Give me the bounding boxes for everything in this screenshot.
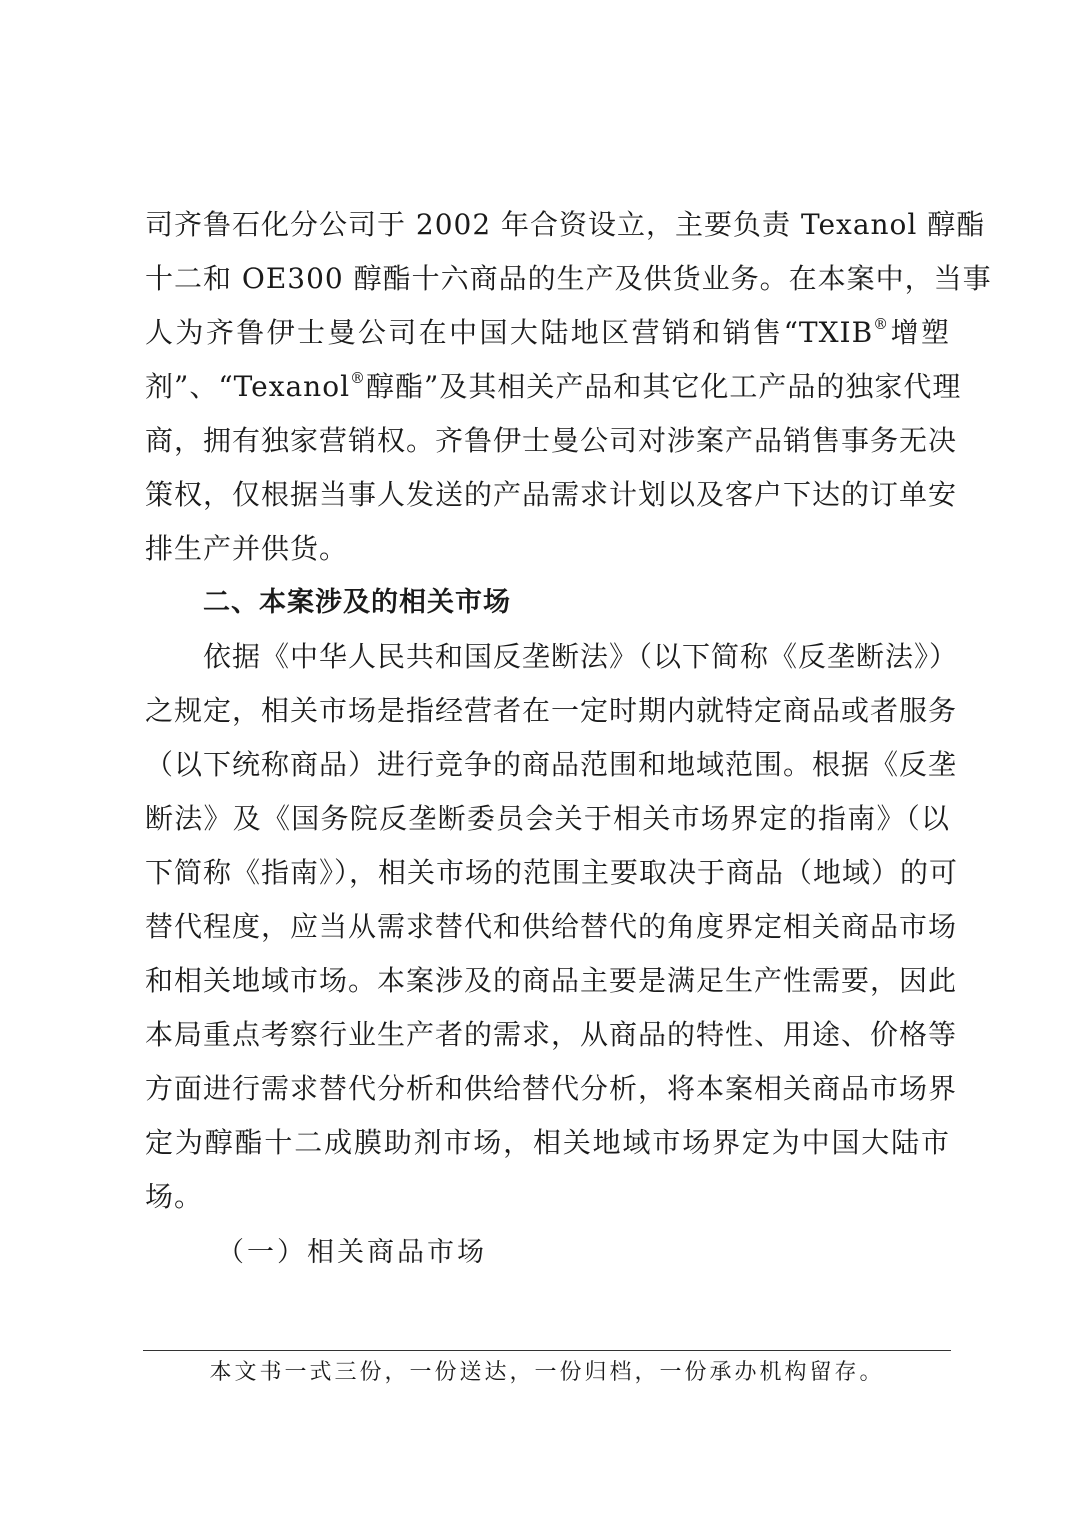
paragraph-line	[145, 360, 962, 414]
paragraph-line: 定为醇酯十二成膜助剂市场，相关地域市场界定为中国大陆市	[145, 1126, 950, 1159]
paragraph-line: 依据《中华人民共和国反垄断法》（以下简称《反垄断法》）	[203, 640, 959, 673]
paragraph-line: 下简称《指南》），相关市场的范围主要取决于商品（地域）的可	[145, 856, 959, 889]
text-segment: 人为齐鲁伊士曼公司在中国大陆地区营销和销售“TXIB	[145, 316, 874, 349]
paragraph-line: 排生产并供货。	[145, 532, 349, 565]
paragraph-line: 和相关地域市场。本案涉及的商品主要是满足生产性需要，因此	[145, 964, 958, 997]
footer-divider	[143, 1350, 951, 1351]
paragraph-line: 本局重点考察行业生产者的需求，从商品的特性、用途、价格等	[145, 1018, 958, 1051]
section-heading: 二、本案涉及的相关市场	[203, 587, 511, 618]
subsection-heading: （一）相关商品市场	[217, 1237, 487, 1268]
paragraph-line: 场。	[145, 1180, 204, 1213]
paragraph-line: 司齐鲁石化分公司于 2002 年合资设立，主要负责 Texanol 醇酯	[145, 208, 986, 241]
registered-mark: ®	[350, 369, 367, 387]
paragraph-line: 十二和 OE300 醇酯十六商品的生产及供货业务。在本案中，当事	[145, 262, 992, 295]
paragraph-line: 策权，仅根据当事人发送的产品需求计划以及客户下达的订单安	[145, 478, 958, 511]
registered-mark: ®	[873, 315, 890, 333]
paragraph-line: 商，拥有独家营销权。齐鲁伊士曼公司对涉案产品销售事务无决	[145, 424, 958, 457]
paragraph-line: 之规定，相关市场是指经营者在一定时期内就特定商品或者服务	[145, 694, 958, 727]
paragraph-line: （以下统称商品）进行竞争的商品范围和地域范围。根据《反垄	[145, 748, 958, 781]
paragraph-line: 断法》及《国务院反垄断委员会关于相关市场界定的指南》（以	[145, 802, 950, 835]
footer-note: 本文书一式三份，一份送达，一份归档，一份承办机构留存。	[209, 1360, 885, 1385]
document-body	[145, 198, 992, 1280]
text-segment: 醇酯”及其相关产品和其它化工产品的独家代理	[366, 370, 962, 403]
paragraph-line: 替代程度，应当从需求替代和供给替代的角度界定相关商品市场	[145, 910, 958, 943]
paragraph-line: 方面进行需求替代分析和供给替代分析，将本案相关商品市场界	[145, 1072, 958, 1105]
text-segment: 剂”、“Texanol	[145, 370, 351, 403]
text-segment: 增塑	[889, 316, 950, 349]
paragraph-line	[145, 306, 950, 360]
